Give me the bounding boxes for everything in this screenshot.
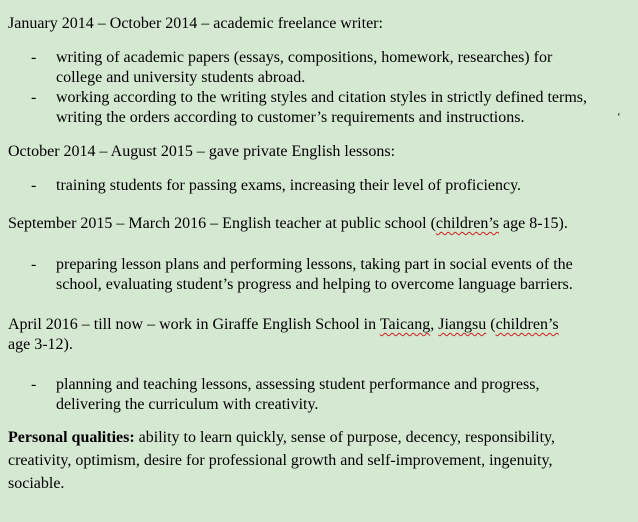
list-item-continuation: delivering the curriculum with creativity. [56,396,319,413]
spellcheck-word: Jiangsu [438,316,487,333]
personal-qualities-continuation: creativity, optimism, desire for professional growth and self-improvement, ingenuity, [8,452,553,469]
section-heading [8,315,559,335]
heading-text: ( [486,316,496,333]
spellcheck-word: Taicang [379,316,431,333]
heading-text: April 2016 – till now – work in Giraffe English School in [8,316,380,333]
personal-qualities-text: ability to learn quickly, sense of purpose, decency, responsibility, [134,429,556,446]
personal-qualities [8,428,555,448]
stray-mark: ‘ [617,111,621,123]
list-item-continuation: college and university students abroad. [56,69,306,86]
list-item-continuation: writing the orders according to customer’s requirements and instructions. [56,109,525,126]
personal-qualities-label: Personal qualities: [8,429,135,446]
spellcheck-word: children’s [495,316,559,333]
list-item: preparing lesson plans and performing lessons, taking part in social events of the [56,256,573,273]
spellcheck-word: children’s [435,215,499,232]
list-item: working according to the writing styles and citation styles in strictly defined terms, [56,89,587,106]
section-heading: October 2014 – August 2015 – gave private English lessons: [8,143,396,160]
list-item: planning and teaching lessons, assessing student performance and progress, [56,376,540,393]
section-heading [8,214,568,234]
list-item: training students for passing exams, increasing their level of proficiency. [56,177,522,194]
heading-text: age 8-15). [498,215,568,232]
bullet-dash: - [31,177,37,194]
list-item-continuation: school, evaluating student’s progress and helping to overcome language barriers. [56,276,573,293]
personal-qualities-continuation: sociable. [8,475,65,492]
bullet-dash: - [31,89,37,106]
section-heading: January 2014 – October 2014 – academic freelance writer: [8,15,383,32]
bullet-dash: - [31,49,37,66]
bullet-dash: - [31,376,37,393]
section-heading-continuation: age 3-12). [8,336,73,353]
bullet-dash: - [31,256,37,273]
heading-text: , [430,316,439,333]
heading-text: September 2015 – March 2016 – English teacher at public school ( [8,215,436,232]
list-item: writing of academic papers (essays, compositions, homework, researches) for [56,49,553,66]
